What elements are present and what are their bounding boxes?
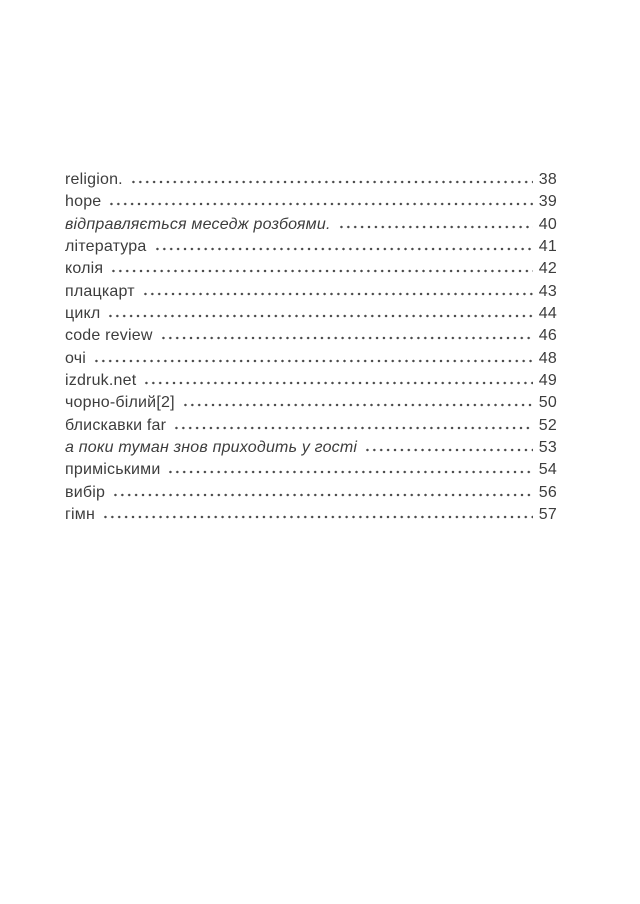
toc-row xyxy=(65,417,557,439)
toc-row xyxy=(65,305,557,327)
toc-entry-title: гімн xyxy=(65,505,96,523)
toc-row xyxy=(65,171,557,193)
dot-leader xyxy=(140,292,533,296)
dot-leader xyxy=(171,426,533,430)
toc-row xyxy=(65,461,557,483)
toc-row xyxy=(65,283,557,305)
toc-entry-page: 53 xyxy=(538,438,557,456)
toc-row xyxy=(65,350,557,372)
dot-leader xyxy=(108,269,533,273)
dot-leader xyxy=(128,180,533,184)
toc-entry-page: 48 xyxy=(538,349,557,367)
dot-leader xyxy=(165,470,533,474)
toc-row xyxy=(65,216,557,238)
toc-entry-page: 42 xyxy=(538,260,557,278)
toc-entry-page: 41 xyxy=(538,237,557,255)
toc-row xyxy=(65,238,557,260)
toc-row xyxy=(65,327,557,349)
toc-entry-page: 40 xyxy=(538,215,557,233)
dot-leader xyxy=(100,515,533,519)
dot-leader xyxy=(91,359,533,363)
toc-entry-title: відправляється меседж розбоями. xyxy=(65,215,331,233)
dot-leader xyxy=(336,225,533,229)
toc-entry-title: література xyxy=(65,237,147,255)
toc-entry-page: 54 xyxy=(538,461,557,479)
toc-entry-title: вибір xyxy=(65,483,106,501)
toc-entry-page: 43 xyxy=(538,282,557,300)
toc-entry-page: 39 xyxy=(538,193,557,211)
toc-row xyxy=(65,372,557,394)
toc-entry-title: приміськими xyxy=(65,461,161,479)
toc-entry-title: code review xyxy=(65,327,153,345)
dot-leader xyxy=(362,448,533,452)
toc-row xyxy=(65,193,557,215)
dot-leader xyxy=(158,336,533,340)
toc-entry-page: 52 xyxy=(538,416,557,434)
dot-leader xyxy=(141,381,533,385)
toc-row xyxy=(65,506,557,528)
toc-entry-title: колія xyxy=(65,260,104,278)
toc-entry-page: 44 xyxy=(538,304,557,322)
toc-entry-title: блискавки far xyxy=(65,416,167,434)
toc-entry-title: плацкарт xyxy=(65,282,135,300)
toc-row xyxy=(65,260,557,282)
toc-entry-title: hope xyxy=(65,193,102,211)
toc-entry-page: 56 xyxy=(538,483,557,501)
toc-entry-page: 50 xyxy=(538,394,557,412)
dot-leader xyxy=(180,403,533,407)
toc-entry-title: а поки туман знов приходить у гості xyxy=(65,438,358,456)
toc-entry-page: 46 xyxy=(538,327,557,345)
toc-entry-title: izdruk.net xyxy=(65,371,137,389)
toc-entry-title: цикл xyxy=(65,304,101,322)
dot-leader xyxy=(152,247,533,251)
toc-entry-title: очі xyxy=(65,349,87,367)
dot-leader xyxy=(110,493,533,497)
toc-entry-page: 49 xyxy=(538,371,557,389)
dot-leader xyxy=(105,314,533,318)
toc-entry-page: 38 xyxy=(538,171,557,188)
dot-leader xyxy=(106,202,533,206)
toc-entry-page: 57 xyxy=(538,505,557,523)
toc-row xyxy=(65,439,557,461)
toc-entry-title: чорно-білий[2] xyxy=(65,394,175,412)
toc-entry-title: religion. xyxy=(65,171,123,188)
toc-row xyxy=(65,484,557,506)
toc-row xyxy=(65,394,557,416)
